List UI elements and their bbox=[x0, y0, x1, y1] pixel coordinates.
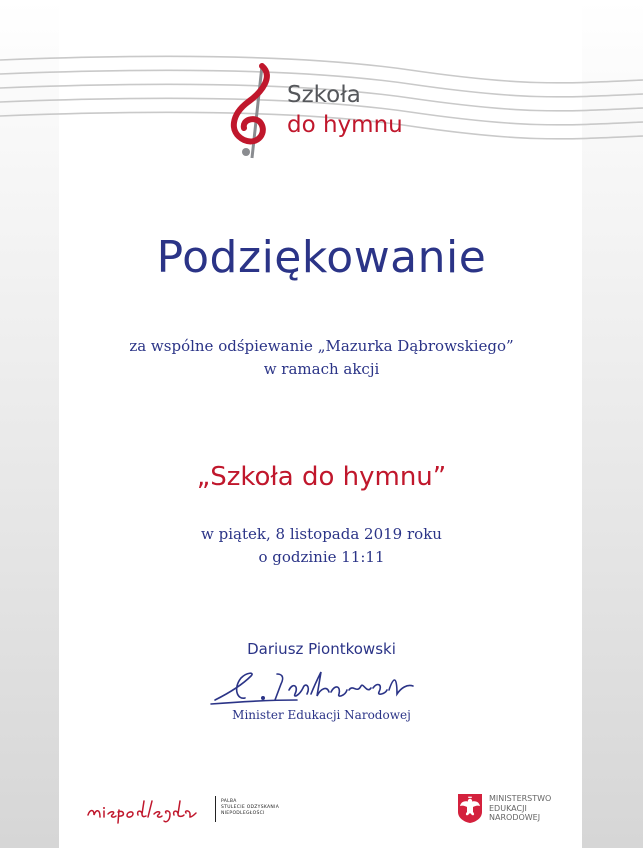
niepodlegla-logo bbox=[86, 795, 214, 825]
signer-name: Dariusz Piontkowski bbox=[247, 640, 396, 658]
logo-text-line1: Szkoła bbox=[287, 82, 361, 108]
signature-image bbox=[207, 664, 427, 708]
logo-text-line2: do hymnu bbox=[287, 112, 403, 138]
polish-eagle-emblem-icon bbox=[456, 792, 484, 824]
body-line-2: w ramach akcji bbox=[263, 360, 380, 378]
treble-clef-icon bbox=[222, 62, 278, 162]
program-text: PALBA STULECIE ODZYSKANIA NIEPODLEGŁOŚCI bbox=[221, 799, 280, 816]
page-title: Podziękowanie bbox=[156, 232, 487, 283]
date-line: w piątek, 8 listopada 2019 roku bbox=[201, 525, 442, 543]
footer-divider bbox=[215, 796, 216, 822]
signer-role: Minister Edukacji Narodowej bbox=[232, 708, 411, 722]
action-name: „Szkoła do hymnu” bbox=[196, 462, 447, 492]
time-line: o godzinie 11:11 bbox=[258, 548, 385, 566]
body-line-1: za wspólne odśpiewanie „Mazurka Dąbrowskiego” bbox=[129, 337, 514, 355]
ministry-name: MINISTERSTWO EDUKACJI NARODOWEJ bbox=[489, 794, 552, 822]
